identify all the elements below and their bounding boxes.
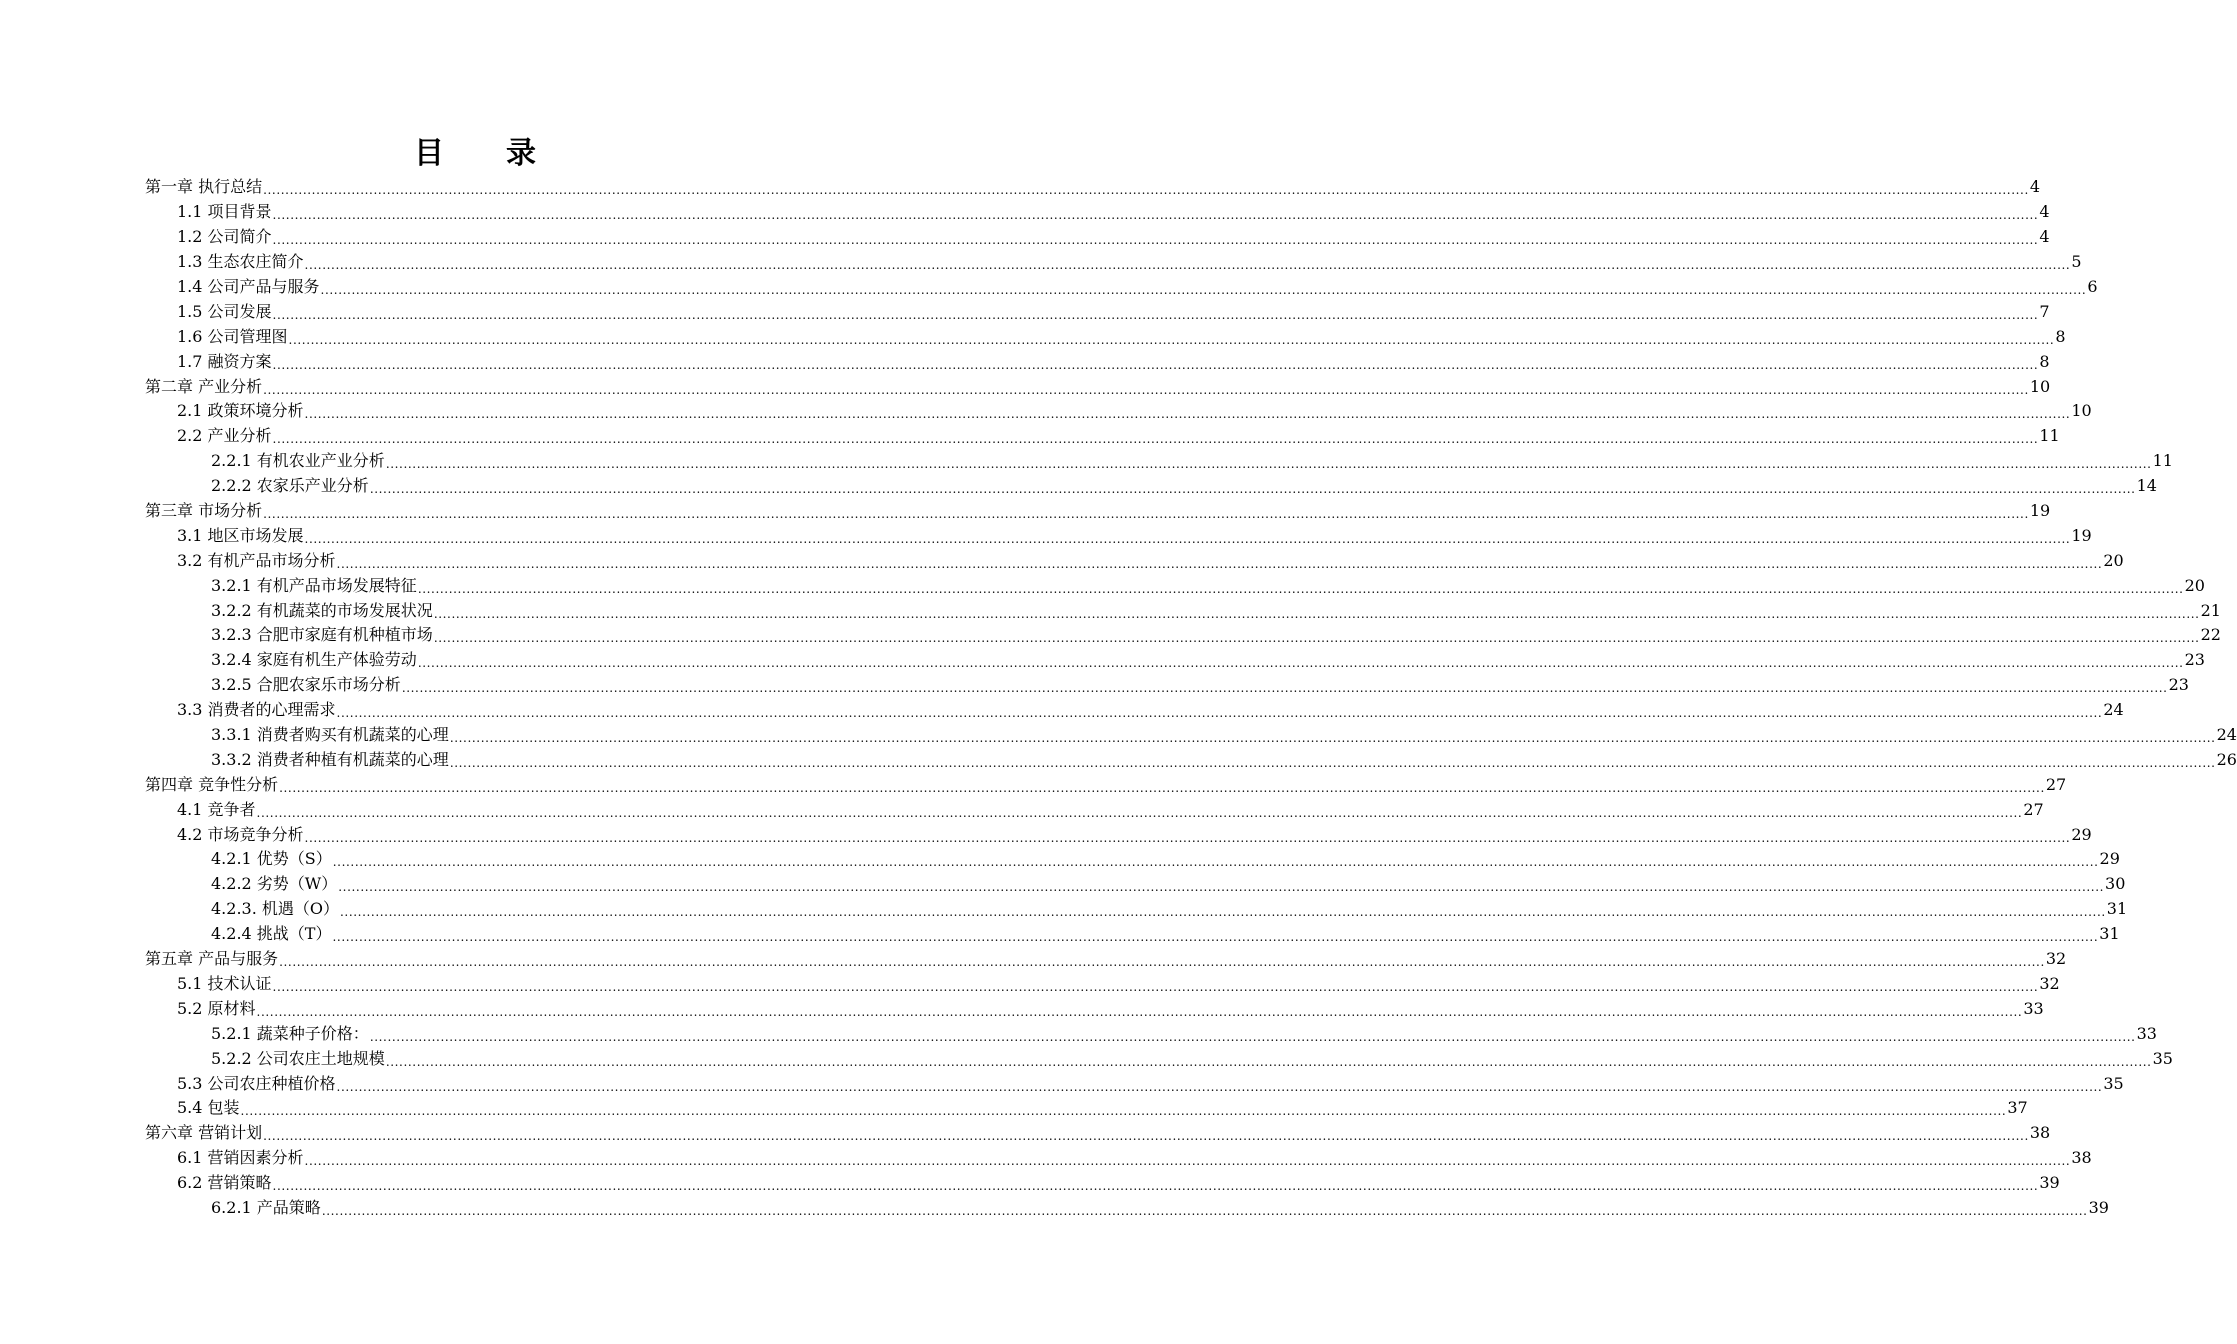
toc-dot-leader: ................................................................................................................................................................................................................................................................................................................................................................................................................ [385,457,2152,472]
toc-entry-page-number: 5 [2071,252,2082,272]
toc-entry-title: 4.2.3. 机遇（O） [211,899,340,919]
toc-entry-title: 5.1 技术认证 [177,973,272,993]
toc-entry-title: 第二章 产业分析 [145,376,263,396]
toc-entry[interactable] [145,424,2060,449]
toc-entry-page-number: 11 [2152,451,2173,471]
toc-entry-title: 1.4 公司产品与服务 [177,277,320,296]
toc-dot-leader: ................................................................................................................................................................................................................................................................................................................................................................................................................ [336,706,2103,721]
toc-dot-leader: ................................................................................................................................................................................................................................................................................................................................................................................................................ [263,183,2029,198]
toc-entry-page-number: 19 [2071,525,2092,545]
toc-dot-leader: ................................................................................................................................................................................................................................................................................................................................................................................................................ [433,606,2200,621]
toc-entry-title: 4.2 市场竞争分析 [177,824,304,844]
toc-dot-leader: ................................................................................................................................................................................................................................................................................................................................................................................................................ [279,955,2045,970]
toc-entry-page-number: 4 [2039,202,2050,222]
toc-entry[interactable] [145,474,2157,499]
toc-entry-title: 5.2.1 蔬菜种子价格： [211,1023,369,1043]
toc-entry[interactable] [145,897,2128,922]
toc-entry-title: 4.2.2 劣势（W） [211,874,338,894]
toc-entry-page-number: 20 [2184,575,2205,595]
toc-entry-title: 2.1 政策环境分析 [177,401,304,421]
toc-dot-leader: ................................................................................................................................................................................................................................................................................................................................................................................................................ [256,805,2023,820]
toc-entry-title: 2.2.2 农家乐产业分析 [211,476,369,496]
toc-dot-leader: ................................................................................................................................................................................................................................................................................................................................................................................................................ [256,1004,2023,1019]
toc-dot-leader: ................................................................................................................................................................................................................................................................................................................................................................................................................ [417,656,2184,671]
toc-entry-page-number: 7 [2039,301,2050,321]
toc-entry[interactable] [145,1071,2124,1096]
toc-entry[interactable] [145,1146,2092,1171]
toc-entry-page-number: 27 [2045,774,2067,794]
toc-entry[interactable] [145,275,2098,300]
toc-dot-leader: ................................................................................................................................................................................................................................................................................................................................................................................................................ [332,930,2099,945]
toc-entry-title: 第一章 执行总结 [145,177,263,197]
toc-dot-leader: ................................................................................................................................................................................................................................................................................................................................................................................................................ [263,507,2029,522]
toc-entry[interactable] [145,573,2205,598]
toc-entry[interactable] [145,772,2067,797]
toc-entry-title: 3.3.2 消费者种植有机蔬菜的心理 [211,749,449,769]
toc-entry[interactable] [145,673,2189,698]
toc-entry-page-number: 38 [2071,1148,2092,1168]
toc-entry[interactable] [145,499,2051,524]
toc-entry-page-number: 39 [2039,1173,2060,1193]
toc-dot-leader: ................................................................................................................................................................................................................................................................................................................................................................................................................ [369,1029,2136,1044]
toc-entry[interactable] [145,1196,2109,1221]
toc-dot-leader: ................................................................................................................................................................................................................................................................................................................................................................................................................ [369,482,2136,497]
toc-dot-leader: ................................................................................................................................................................................................................................................................................................................................................................................................................ [304,531,2071,546]
toc-entry-title: 1.7 融资方案 [177,351,272,371]
toc-entry-title: 3.2.3 合肥市家庭有机种植市场 [211,625,433,645]
toc-entry-title: 3.2.2 有机蔬菜的市场发展状况 [211,600,433,620]
toc-entry-title: 5.2 原材料 [177,998,256,1018]
toc-entry-title: 4.2.4 挑战（T） [211,924,332,944]
toc-dot-leader: ................................................................................................................................................................................................................................................................................................................................................................................................................ [336,556,2103,571]
toc-dot-leader: ................................................................................................................................................................................................................................................................................................................................................................................................................ [320,283,2087,297]
toc-dot-leader: ................................................................................................................................................................................................................................................................................................................................................................................................................ [272,357,2039,372]
toc-entry-title: 3.2.5 合肥农家乐市场分析 [211,675,401,695]
toc-entry-page-number: 10 [2029,376,2051,396]
toc-entry-page-number: 4 [2029,177,2041,197]
toc-entry[interactable] [145,648,2205,673]
toc-entry-page-number: 4 [2039,227,2050,247]
toc-entry[interactable] [145,250,2082,275]
toc-entry-page-number: 29 [2099,849,2120,869]
toc-dot-leader: ................................................................................................................................................................................................................................................................................................................................................................................................................ [433,631,2200,646]
toc-entry[interactable] [145,872,2126,897]
toc-entry-title: 1.5 公司发展 [177,301,272,321]
toc-entry-title: 1.6 公司管理图 [177,326,288,346]
toc-dot-leader: ................................................................................................................................................................................................................................................................................................................................................................................................................ [449,755,2216,770]
toc-entry[interactable] [145,972,2060,997]
toc-entry[interactable] [145,175,2041,200]
toc-entry[interactable] [145,623,2221,648]
toc-dot-leader: ................................................................................................................................................................................................................................................................................................................................................................................................................ [385,1054,2152,1069]
toc-entry-page-number: 23 [2184,650,2205,670]
toc-entry-page-number: 11 [2039,426,2060,446]
toc-dot-leader: ................................................................................................................................................................................................................................................................................................................................................................................................................ [304,407,2071,422]
toc-entry-title: 3.2 有机产品市场分析 [177,550,336,570]
toc-entry-title: 5.3 公司农庄种植价格 [177,1073,336,1093]
toc-entry[interactable] [145,374,2051,399]
title-char-1: 目 [414,136,444,171]
toc-dot-leader: ................................................................................................................................................................................................................................................................................................................................................................................................................ [417,581,2184,596]
toc-dot-leader: ................................................................................................................................................................................................................................................................................................................................................................................................................ [272,208,2039,223]
toc-dot-leader: ................................................................................................................................................................................................................................................................................................................................................................................................................ [272,979,2039,994]
toc-entry[interactable] [145,1021,2157,1046]
toc-entry-page-number: 19 [2029,501,2051,521]
table-of-contents [145,175,2237,1220]
toc-entry-title: 第五章 产品与服务 [145,949,279,969]
toc-entry[interactable] [145,598,2221,623]
toc-entry[interactable] [145,200,2050,225]
toc-dot-leader: ................................................................................................................................................................................................................................................................................................................................................................................................................ [272,432,2039,447]
toc-dot-leader: ................................................................................................................................................................................................................................................................................................................................................................................................................ [272,307,2039,322]
toc-entry-page-number: 32 [2045,949,2067,969]
toc-entry[interactable] [145,922,2120,947]
toc-entry-title: 6.2 营销策略 [177,1173,272,1193]
toc-entry-page-number: 26 [2216,749,2237,769]
toc-dot-leader: ................................................................................................................................................................................................................................................................................................................................................................................................................ [336,1079,2103,1094]
toc-entry[interactable] [145,548,2124,573]
toc-entry[interactable] [145,996,2044,1021]
toc-entry-page-number: 32 [2039,973,2060,993]
toc-entry[interactable] [145,723,2237,748]
page-title [0,128,950,172]
toc-entry-page-number: 14 [2136,476,2157,496]
toc-entry-title: 第四章 竞争性分析 [145,774,279,794]
toc-dot-leader: ................................................................................................................................................................................................................................................................................................................................................................................................................ [304,830,2071,845]
toc-entry-page-number: 21 [2200,600,2221,620]
toc-entry[interactable] [145,822,2092,847]
toc-entry-title: 5.2.2 公司农庄土地规模 [211,1048,385,1068]
toc-entry-page-number: 37 [2007,1098,2028,1118]
toc-entry-page-number: 39 [2088,1197,2109,1217]
toc-entry-page-number: 8 [2039,351,2050,371]
toc-entry-title: 6.1 营销因素分析 [177,1148,304,1168]
toc-entry-title: 4.1 竞争者 [177,799,256,819]
toc-dot-leader: ................................................................................................................................................................................................................................................................................................................................................................................................................ [449,731,2216,746]
toc-entry-page-number: 22 [2200,625,2221,645]
toc-entry-page-number: 29 [2071,824,2092,844]
toc-entry-title: 2.2 产业分析 [177,426,272,446]
toc-dot-leader: ................................................................................................................................................................................................................................................................................................................................................................................................................ [340,905,2106,920]
toc-entry[interactable] [145,399,2092,424]
toc-entry[interactable] [145,747,2237,772]
toc-entry[interactable] [145,349,2050,374]
toc-entry-title: 3.1 地区市场发展 [177,525,304,545]
toc-entry-title: 3.2.4 家庭有机生产体验劳动 [211,650,417,670]
toc-dot-leader: ................................................................................................................................................................................................................................................................................................................................................................................................................ [321,1203,2088,1218]
toc-entry-page-number: 27 [2023,799,2044,819]
title-char-2: 录 [506,136,536,171]
toc-entry-page-number: 8 [2055,326,2066,346]
toc-dot-leader: ................................................................................................................................................................................................................................................................................................................................................................................................................ [263,1129,2029,1144]
toc-entry[interactable] [145,947,2067,972]
toc-dot-leader: ................................................................................................................................................................................................................................................................................................................................................................................................................ [304,258,2071,273]
toc-entry-title: 6.2.1 产品策略 [211,1197,321,1217]
toc-dot-leader: ................................................................................................................................................................................................................................................................................................................................................................................................................ [304,1154,2071,1169]
toc-entry-title: 1.3 生态农庄简介 [177,252,304,272]
toc-entry-page-number: 24 [2216,725,2237,745]
toc-dot-leader: ................................................................................................................................................................................................................................................................................................................................................................................................................ [332,855,2099,870]
toc-entry-page-number: 35 [2152,1048,2173,1068]
toc-dot-leader: ................................................................................................................................................................................................................................................................................................................................................................................................................ [240,1104,2007,1119]
toc-entry[interactable] [145,324,2066,349]
toc-entry-page-number: 33 [2136,1023,2157,1043]
toc-entry-page-number: 38 [2029,1123,2051,1143]
toc-dot-leader: ................................................................................................................................................................................................................................................................................................................................................................................................................ [288,332,2055,347]
toc-entry[interactable] [145,1171,2060,1196]
toc-entry[interactable] [145,847,2120,872]
toc-entry-page-number: 30 [2105,874,2126,894]
toc-dot-leader: ................................................................................................................................................................................................................................................................................................................................................................................................................ [263,382,2029,397]
toc-entry[interactable] [145,449,2173,474]
toc-entry-page-number: 31 [2106,899,2128,919]
toc-entry[interactable] [145,1121,2051,1146]
toc-entry-page-number: 24 [2103,700,2124,720]
toc-entry-page-number: 10 [2071,401,2092,421]
toc-entry[interactable] [145,1096,2028,1121]
toc-entry[interactable] [145,1046,2173,1071]
toc-dot-leader: ................................................................................................................................................................................................................................................................................................................................................................................................................ [272,1179,2039,1194]
toc-entry[interactable] [145,225,2050,250]
toc-dot-leader: ................................................................................................................................................................................................................................................................................................................................................................................................................ [279,780,2045,795]
toc-entry-page-number: 20 [2103,550,2124,570]
toc-entry-page-number: 33 [2023,998,2044,1018]
toc-entry[interactable] [145,299,2050,324]
toc-entry[interactable] [145,797,2044,822]
toc-entry-title: 3.3.1 消费者购买有机蔬菜的心理 [211,725,449,745]
toc-entry-page-number: 31 [2099,924,2120,944]
toc-entry-title: 第六章 营销计划 [145,1123,263,1143]
toc-dot-leader: ................................................................................................................................................................................................................................................................................................................................................................................................................ [401,681,2168,696]
toc-entry-page-number: 35 [2103,1073,2124,1093]
toc-entry-title: 1.2 公司简介 [177,227,272,247]
toc-entry-title: 5.4 包装 [177,1098,240,1118]
toc-dot-leader: ................................................................................................................................................................................................................................................................................................................................................................................................................ [272,233,2039,248]
toc-entry-title: 第三章 市场分析 [145,501,263,521]
toc-entry-title: 1.1 项目背景 [177,202,272,222]
toc-entry-title: 3.2.1 有机产品市场发展特征 [211,575,417,595]
toc-entry[interactable] [145,523,2092,548]
toc-entry-page-number: 23 [2168,675,2189,695]
toc-entry[interactable] [145,698,2124,723]
toc-dot-leader: ................................................................................................................................................................................................................................................................................................................................................................................................................ [338,880,2105,895]
toc-entry-title: 2.2.1 有机农业产业分析 [211,451,385,471]
toc-entry-title: 3.3 消费者的心理需求 [177,700,336,720]
toc-entry-page-number: 6 [2087,277,2098,296]
toc-entry-title: 4.2.1 优势（S） [211,849,332,869]
